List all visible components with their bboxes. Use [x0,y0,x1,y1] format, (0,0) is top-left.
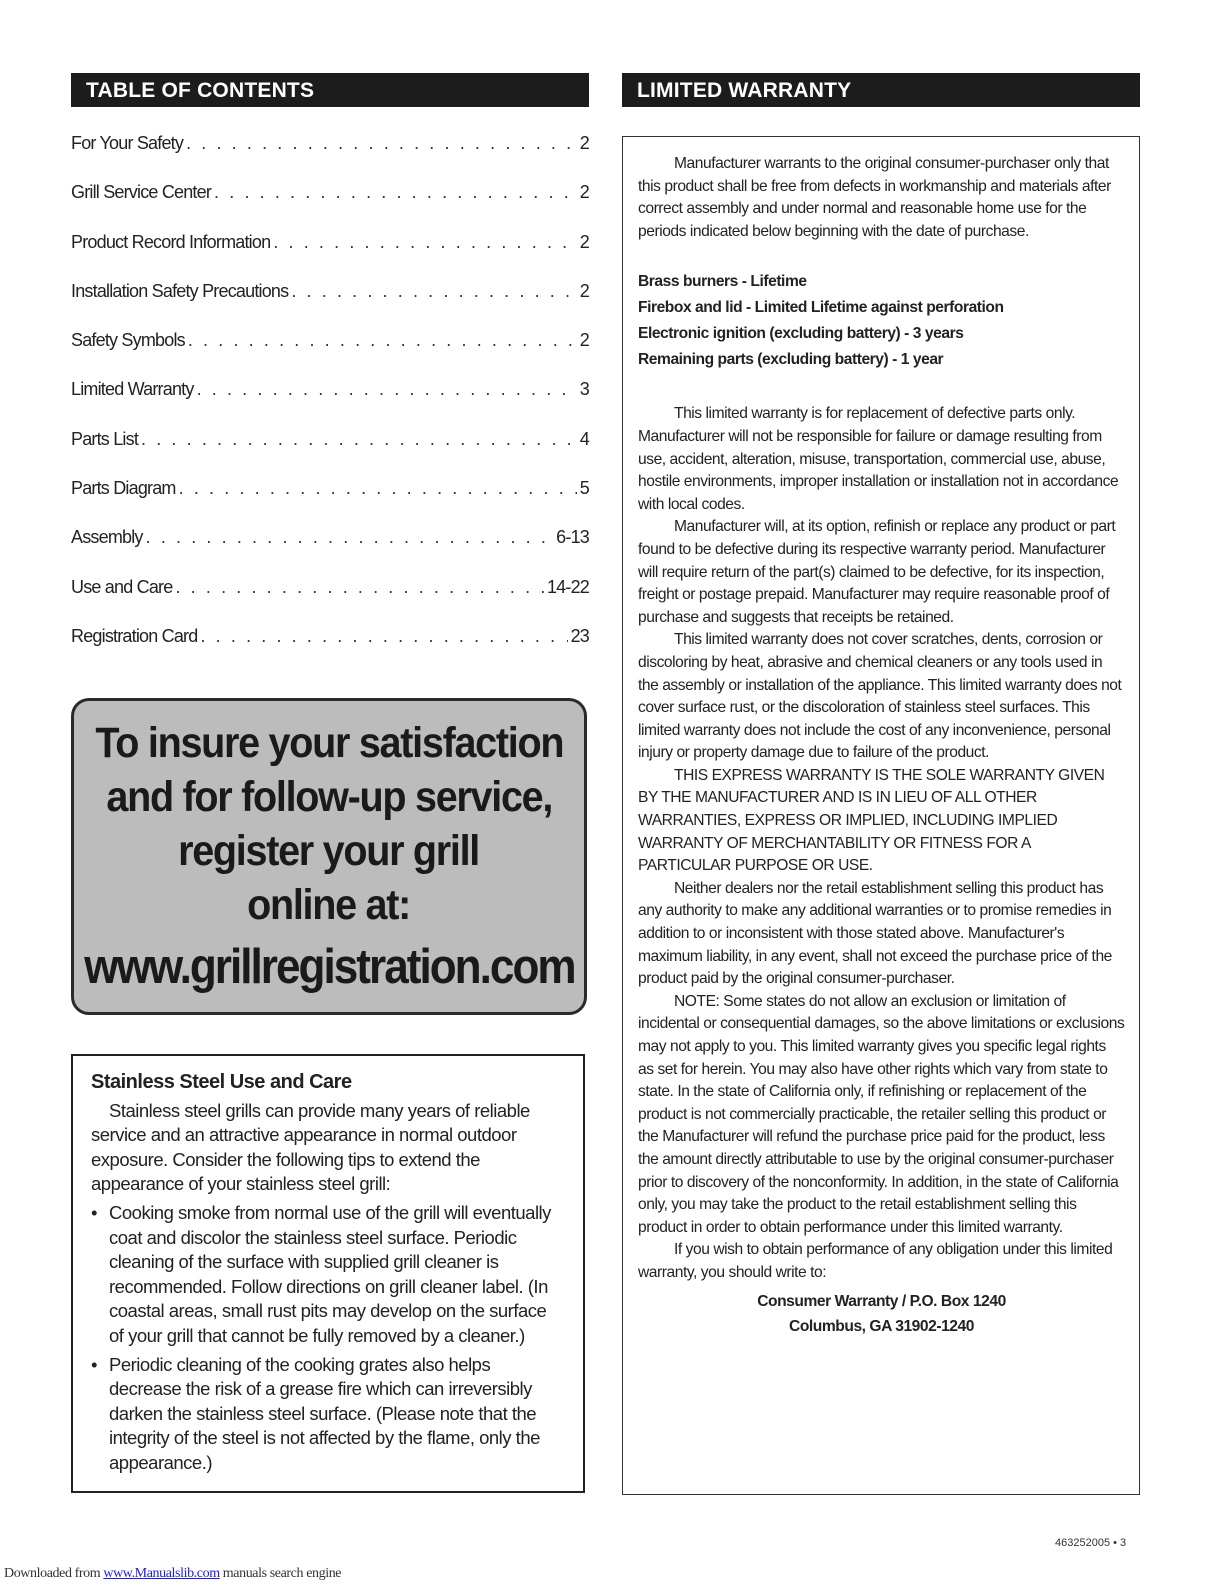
manualslib-link[interactable]: www.Manualslib.com [103,1566,220,1581]
download-prefix: Downloaded from [4,1566,104,1581]
warranty-paragraph: NOTE: Some states do not allow an exclusion or limitation of incidental or consequential damages, so the above limitations or exclusions may not apply to you. This limited warranty gives you specific legal rights as set for herein. You may also have other rights which vary from state to state. In the state of California only, if refinishing or replacement of the product is not commercially practicable, the retailer selling this product or the Manufacturer will refund the purchase price paid for the product, less the amount directly attributable to use by the original consumer-purchaser prior to discovery of the nonconformity. In addition, in the state of California only, you may take the product to the retail establishment selling this product in order to obtain performance under this limited warranty. [638,992,1125,1236]
toc-leader-dots [197,379,577,400]
warranty-term: Brass burners - Lifetime [638,273,807,291]
toc-entry-page: 4 [579,428,589,449]
toc-entry[interactable] [71,577,589,626]
toc-entry-page: 2 [579,182,589,203]
toc-entry-label: For Your Safety [71,133,184,153]
address-line: Columbus, GA 31902-1240 [789,1317,974,1335]
warranty-paragraph: Neither dealers nor the retail establishment selling this product has any authority to make any additional warranties or to promise remedies in addition to or inconsistent with those stated above. Manufacturer's maximum liability, in any event, shall not exceed the purchase price of the product paid by the original consumer-purchaser. [638,879,1112,988]
toc-leader-dots [273,232,576,253]
toc-entry-page: 2 [579,231,589,252]
toc-entry-page: 3 [579,379,589,400]
warranty-paragraph: Manufacturer will, at its option, refinish or replace any product or part found to be defective during its respective warranty period. Manufacturer will require return of the part(s) claimed to be defective, for its inspection, freight or postage prepaid. Manufacturer may require reasonable proof of purchase and suggests that receipts be retained. [638,518,1116,626]
registration-promo-box [71,698,587,1015]
toc-entry-label: Grill Service Center [71,182,212,203]
care-intro: Stainless steel grills can provide many years of reliable service and an attractive appearance in normal outdoor exposure. Consider the following tips to extend the appearance of your stainless steel grill: [91,1099,530,1195]
download-suffix: manuals search engine [219,1566,342,1581]
warranty-paragraph: This limited warranty does not cover scratches, dents, corrosion or discoloring by heat, abrasive and chemical cleaners or any tools used in the assembly or installation of the appliance. This limited warranty does not cover surface rust, or the discoloration of stainless steel surfaces. This limited warranty does not include the cost of any inconvenience, personal injury or property damage due to failure of the product. [638,631,1122,762]
toc-entry-page: 2 [579,133,589,153]
toc-entry[interactable] [71,133,589,182]
toc-entry-label: Parts List [71,428,139,449]
warranty-header: LIMITED WARRANTY [622,73,1140,107]
promo-line: online at: [247,880,411,929]
warranty-paragraph: This limited warranty is for replacement of defective parts only. Manufacturer will not be responsible for failure or damage resulting from use, accident, alteration, misuse, transportation, commercial use, abuse, hostile environments, improper installation or installation not in accordance with local codes. [638,405,1119,513]
care-bullet: • Cooking smoke from normal use of the grill will eventually coat and discolor the stainless steel surface. Periodic cleaning of the surface with supplied grill cleaner is recommended. Follow directions on grill cleaner label. (In coastal areas, small rust pits may develop on the surface of your grill that cannot be fully removed by a cleaner.) [109,1201,565,1349]
warranty-address [638,1289,1125,1339]
stainless-steel-care-box [71,1054,585,1493]
toc-leader-dots [141,429,577,450]
warranty-term: Remaining parts (excluding battery) - 1 year [638,351,944,369]
registration-url: www.grillregistration.com [83,939,575,994]
toc-leader-dots [188,330,577,351]
left-column [71,73,589,1473]
toc-entry[interactable] [71,527,589,576]
toc-entry-page: 23 [570,625,589,646]
toc-leader-dots [200,626,567,647]
warranty-term: Firebox and lid - Limited Lifetime against perforation [638,299,1004,317]
toc-entry-label: Safety Symbols [71,330,185,351]
toc-entry-label: Installation Safety Precautions [71,280,289,301]
toc-entry-label: Registration Card [71,625,198,646]
toc-entry[interactable] [71,429,589,478]
toc-leader-dots [175,577,543,598]
care-title: Stainless Steel Use and Care [91,1071,352,1093]
toc-entry-page: 6-13 [556,527,589,548]
toc-entry[interactable] [71,626,589,675]
toc-entry-label: Limited Warranty [71,379,194,400]
warranty-paragraph: THIS EXPRESS WARRANTY IS THE SOLE WARRANTY GIVEN BY THE MANUFACTURER AND IS IN LIEU OF ALL OTHER WARRANTIES, EXPRESS OR IMPLIED, INCLUDING IMPLIED WARRANTY OF MERCHANTABILITY OR FITNESS FOR A PARTICULAR PURPOSE OR USE. [638,766,1105,875]
toc-header: TABLE OF CONTENTS [71,73,589,107]
promo-line: register your grill [178,826,480,875]
toc-entry[interactable] [71,478,589,527]
toc-entry-page: 2 [579,330,589,351]
table-of-contents [71,133,589,675]
toc-entry-label: Use and Care [71,576,173,597]
care-bullet: • Periodic cleaning of the cooking grates also helps decrease the risk of a grease fire which can irreversibly darken the stainless steel surface. (Please note that the integrity of the steel is not affected by the flame, only the appearance.) [109,1353,565,1476]
toc-leader-dots [291,281,576,302]
toc-entry[interactable] [71,330,589,379]
toc-entry-page: 2 [579,280,589,301]
toc-entry-page: 5 [579,478,589,499]
toc-leader-dots [179,478,577,499]
warranty-terms [638,269,1125,373]
toc-entry-page: 14-22 [546,576,589,597]
address-line: Consumer Warranty / P.O. Box 1240 [757,1292,1006,1310]
right-column [622,73,1140,1335]
promo-line: To insure your satisfaction [95,718,563,767]
toc-entry[interactable] [71,281,589,330]
page-footer-code: 463252005 • 3 [1055,1537,1127,1549]
toc-leader-dots [186,133,577,154]
toc-entry[interactable] [71,182,589,231]
care-bullet-list [91,1201,565,1476]
toc-entry-label: Product Record Information [71,231,271,252]
toc-leader-dots [214,182,577,203]
download-watermark [4,1566,341,1582]
warranty-intro: Manufacturer warrants to the original consumer-purchaser only that this product shall be free from defects in workmanship and materials after correct assembly and under normal and reasonable home use for the periods indicated below beginning with the date of purchase. [638,155,1111,240]
promo-line: and for follow-up service, [106,772,552,821]
warranty-box [622,136,1140,1495]
toc-entry-label: Assembly [71,527,143,548]
toc-entry[interactable] [71,232,589,281]
toc-leader-dots [146,527,554,548]
warranty-paragraph: If you wish to obtain performance of any obligation under this limited warranty, you should write to: [638,1241,1113,1281]
toc-entry-label: Parts Diagram [71,478,176,499]
warranty-term: Electronic ignition (excluding battery) - 3 years [638,325,964,343]
toc-entry[interactable] [71,379,589,428]
